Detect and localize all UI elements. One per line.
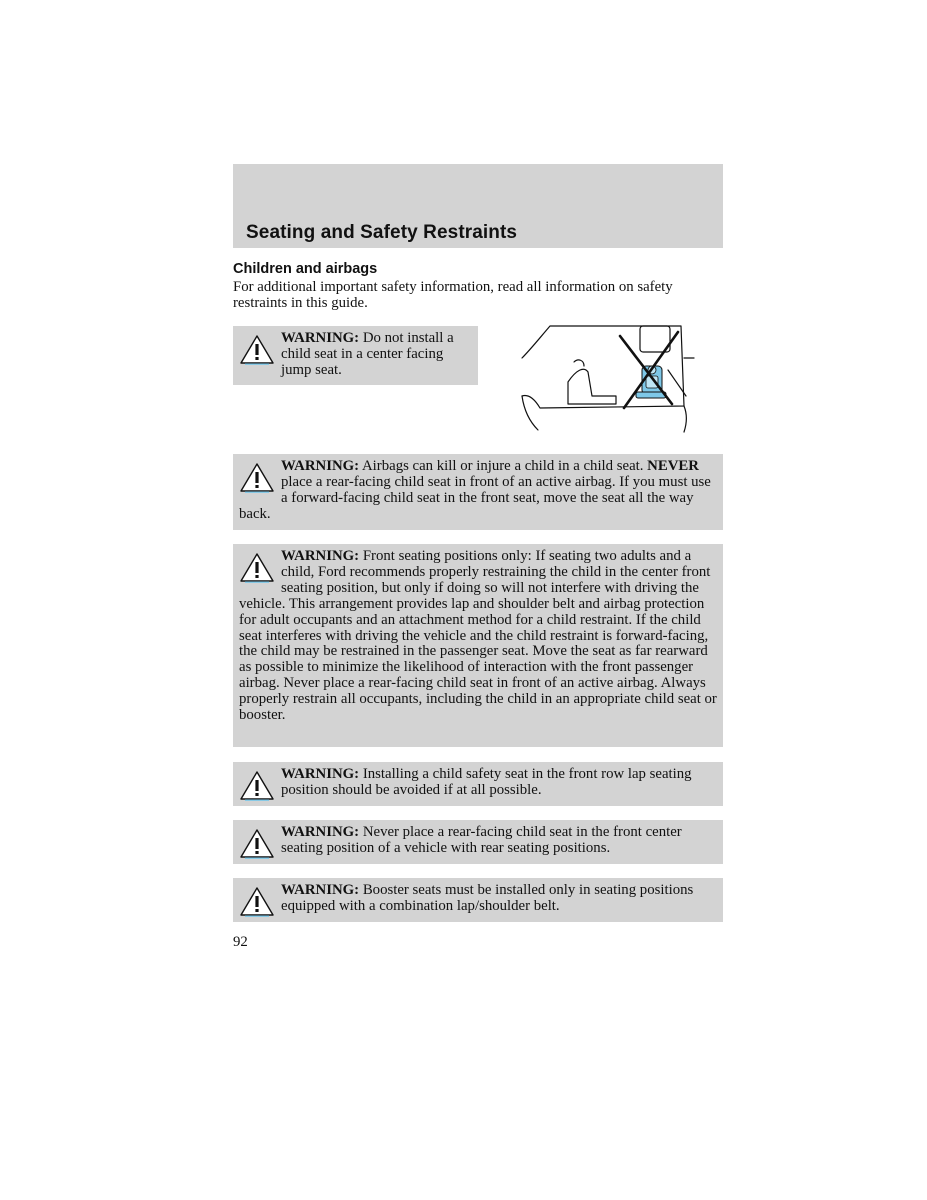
page-number: 92: [233, 934, 248, 950]
warning-label: WARNING:: [281, 766, 360, 782]
warning-box-front-row-lap: [233, 762, 723, 806]
warning-label: WARNING:: [281, 824, 360, 840]
warning-triangle-icon: [239, 770, 275, 801]
warning-triangle-icon: [239, 886, 275, 917]
warning-label: WARNING:: [281, 548, 360, 564]
warning-box-booster-seats: [233, 878, 723, 922]
warning-triangle-icon: [239, 828, 275, 859]
warning-emphasis: NEVER: [647, 458, 699, 474]
warning-text: Front seating positions only: If seating two adults and a child, Ford recommends properly restraining the child in the center front seating position, but only if doing so will not interfere with driving the vehicle. This arrangement provides lap and shoulder belt and airbag protection for adult occupants and an attachment method for a child restraint. If the child seat interferes with driving the vehicle and the child restraint is forward-facing, the child may be restrained in the passenger seat. Move the seat as far rearward as possible to minimize the likelihood of interaction with the front passenger airbag. Never place a rear-facing child seat in front of an active airbag. Always properly restrain all occupants, including the child in an appropriate child seat or booster.: [239, 548, 717, 724]
warning-box-center-jump-seat: [233, 326, 478, 385]
warning-text: Never place a rear-facing child seat in the front center seating position of a vehicle with rear seating positions.: [281, 824, 682, 856]
front-seat: [568, 369, 616, 404]
warning-box-airbags-kill: [233, 454, 723, 530]
header-band: [233, 164, 723, 248]
warning-text: Installing a child safety seat in the front row lap seating position should be avoided if at all possible.: [281, 766, 692, 798]
page-title: Seating and Safety Restraints: [246, 222, 518, 243]
warning-text: Airbags can kill or injure a child in a child seat.: [362, 458, 644, 474]
child-seat-jump-seat-illustration: [518, 322, 696, 434]
intro-paragraph: For additional important safety information, read all information on safety restraints in this guide.: [233, 279, 673, 311]
warning-label: WARNING:: [281, 458, 360, 474]
warning-triangle-icon: [239, 334, 275, 365]
warning-text-continued: place a rear-facing child seat in front of an active airbag. If you must use a forward-facing child seat in the front seat, move the seat all the way back.: [239, 473, 711, 522]
warning-text: Do not install a child seat in a center facing jump seat.: [281, 330, 454, 378]
section-heading: Children and airbags: [233, 261, 378, 277]
warning-box-rear-facing-center: [233, 820, 723, 864]
warning-label: WARNING:: [281, 882, 360, 898]
warning-text: Booster seats must be installed only in seating positions equipped with a combination lap/shoulder belt.: [281, 882, 694, 914]
warning-box-front-seating: [233, 544, 723, 747]
warning-triangle-icon: [239, 552, 275, 583]
warning-triangle-icon: [239, 462, 275, 493]
warning-label: WARNING:: [281, 330, 360, 346]
